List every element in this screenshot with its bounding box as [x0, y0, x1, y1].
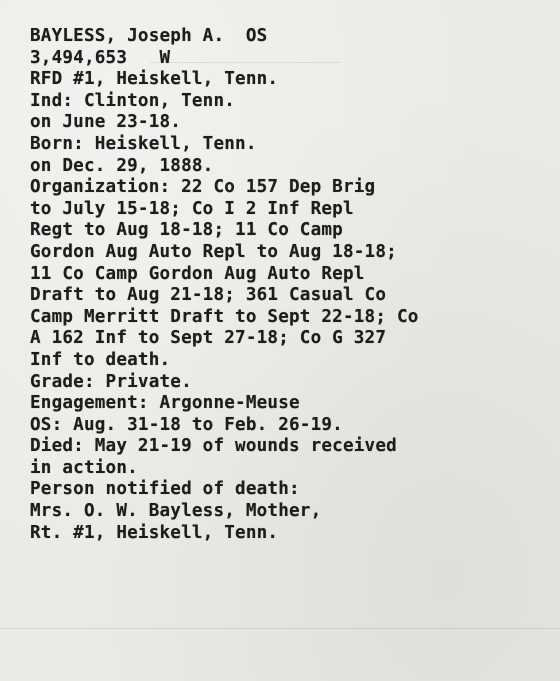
record-line-organization: Camp Merritt Draft to Sept 22-18; Co — [30, 306, 419, 327]
record-line-organization: 11 Co Camp Gordon Aug Auto Repl — [30, 263, 365, 284]
record-line-inducted-date: on June 23-18. — [30, 112, 182, 133]
record-line-organization: Draft to Aug 21-18; 361 Casual Co — [30, 285, 387, 306]
record-line-inducted: Ind: Clinton, Tenn. — [30, 90, 236, 111]
record-line-organization: Regt to Aug 18-18; 11 Co Camp — [30, 220, 343, 241]
record-line-name: BAYLESS, Joseph A. OS — [30, 26, 268, 46]
typed-record — [30, 26, 419, 544]
record-line-engagement: Engagement: Argonne-Meuse — [30, 393, 300, 414]
record-line-serial: 3,494,653 W — [30, 47, 171, 68]
record-line-address: RFD #1, Heiskell, Tenn. — [30, 69, 279, 90]
record-line-organization: Organization: 22 Co 157 Dep Brig — [30, 177, 376, 198]
record-line-notified-person: Mrs. O. W. Bayless, Mother, — [30, 501, 322, 522]
record-line-organization: Gordon Aug Auto Repl to Aug 18-18; — [30, 241, 397, 262]
record-line-organization: A 162 Inf to Sept 27-18; Co G 327 — [30, 328, 387, 349]
record-line-died: in action. — [30, 457, 138, 478]
card-scratch — [0, 628, 560, 629]
record-line-notified-address: Rt. #1, Heiskell, Tenn. — [30, 522, 279, 543]
record-line-born: Born: Heiskell, Tenn. — [30, 133, 257, 154]
record-line-born-date: on Dec. 29, 1888. — [30, 155, 214, 176]
record-line-overseas: OS: Aug. 31-18 to Feb. 26-19. — [30, 414, 343, 435]
record-line-died: Died: May 21-19 of wounds received — [30, 436, 397, 457]
record-line-organization: to July 15-18; Co I 2 Inf Repl — [30, 198, 354, 219]
record-line-notified: Person notified of death: — [30, 479, 300, 500]
record-line-organization: Inf to death. — [30, 349, 171, 370]
record-line-grade: Grade: Private. — [30, 371, 192, 392]
